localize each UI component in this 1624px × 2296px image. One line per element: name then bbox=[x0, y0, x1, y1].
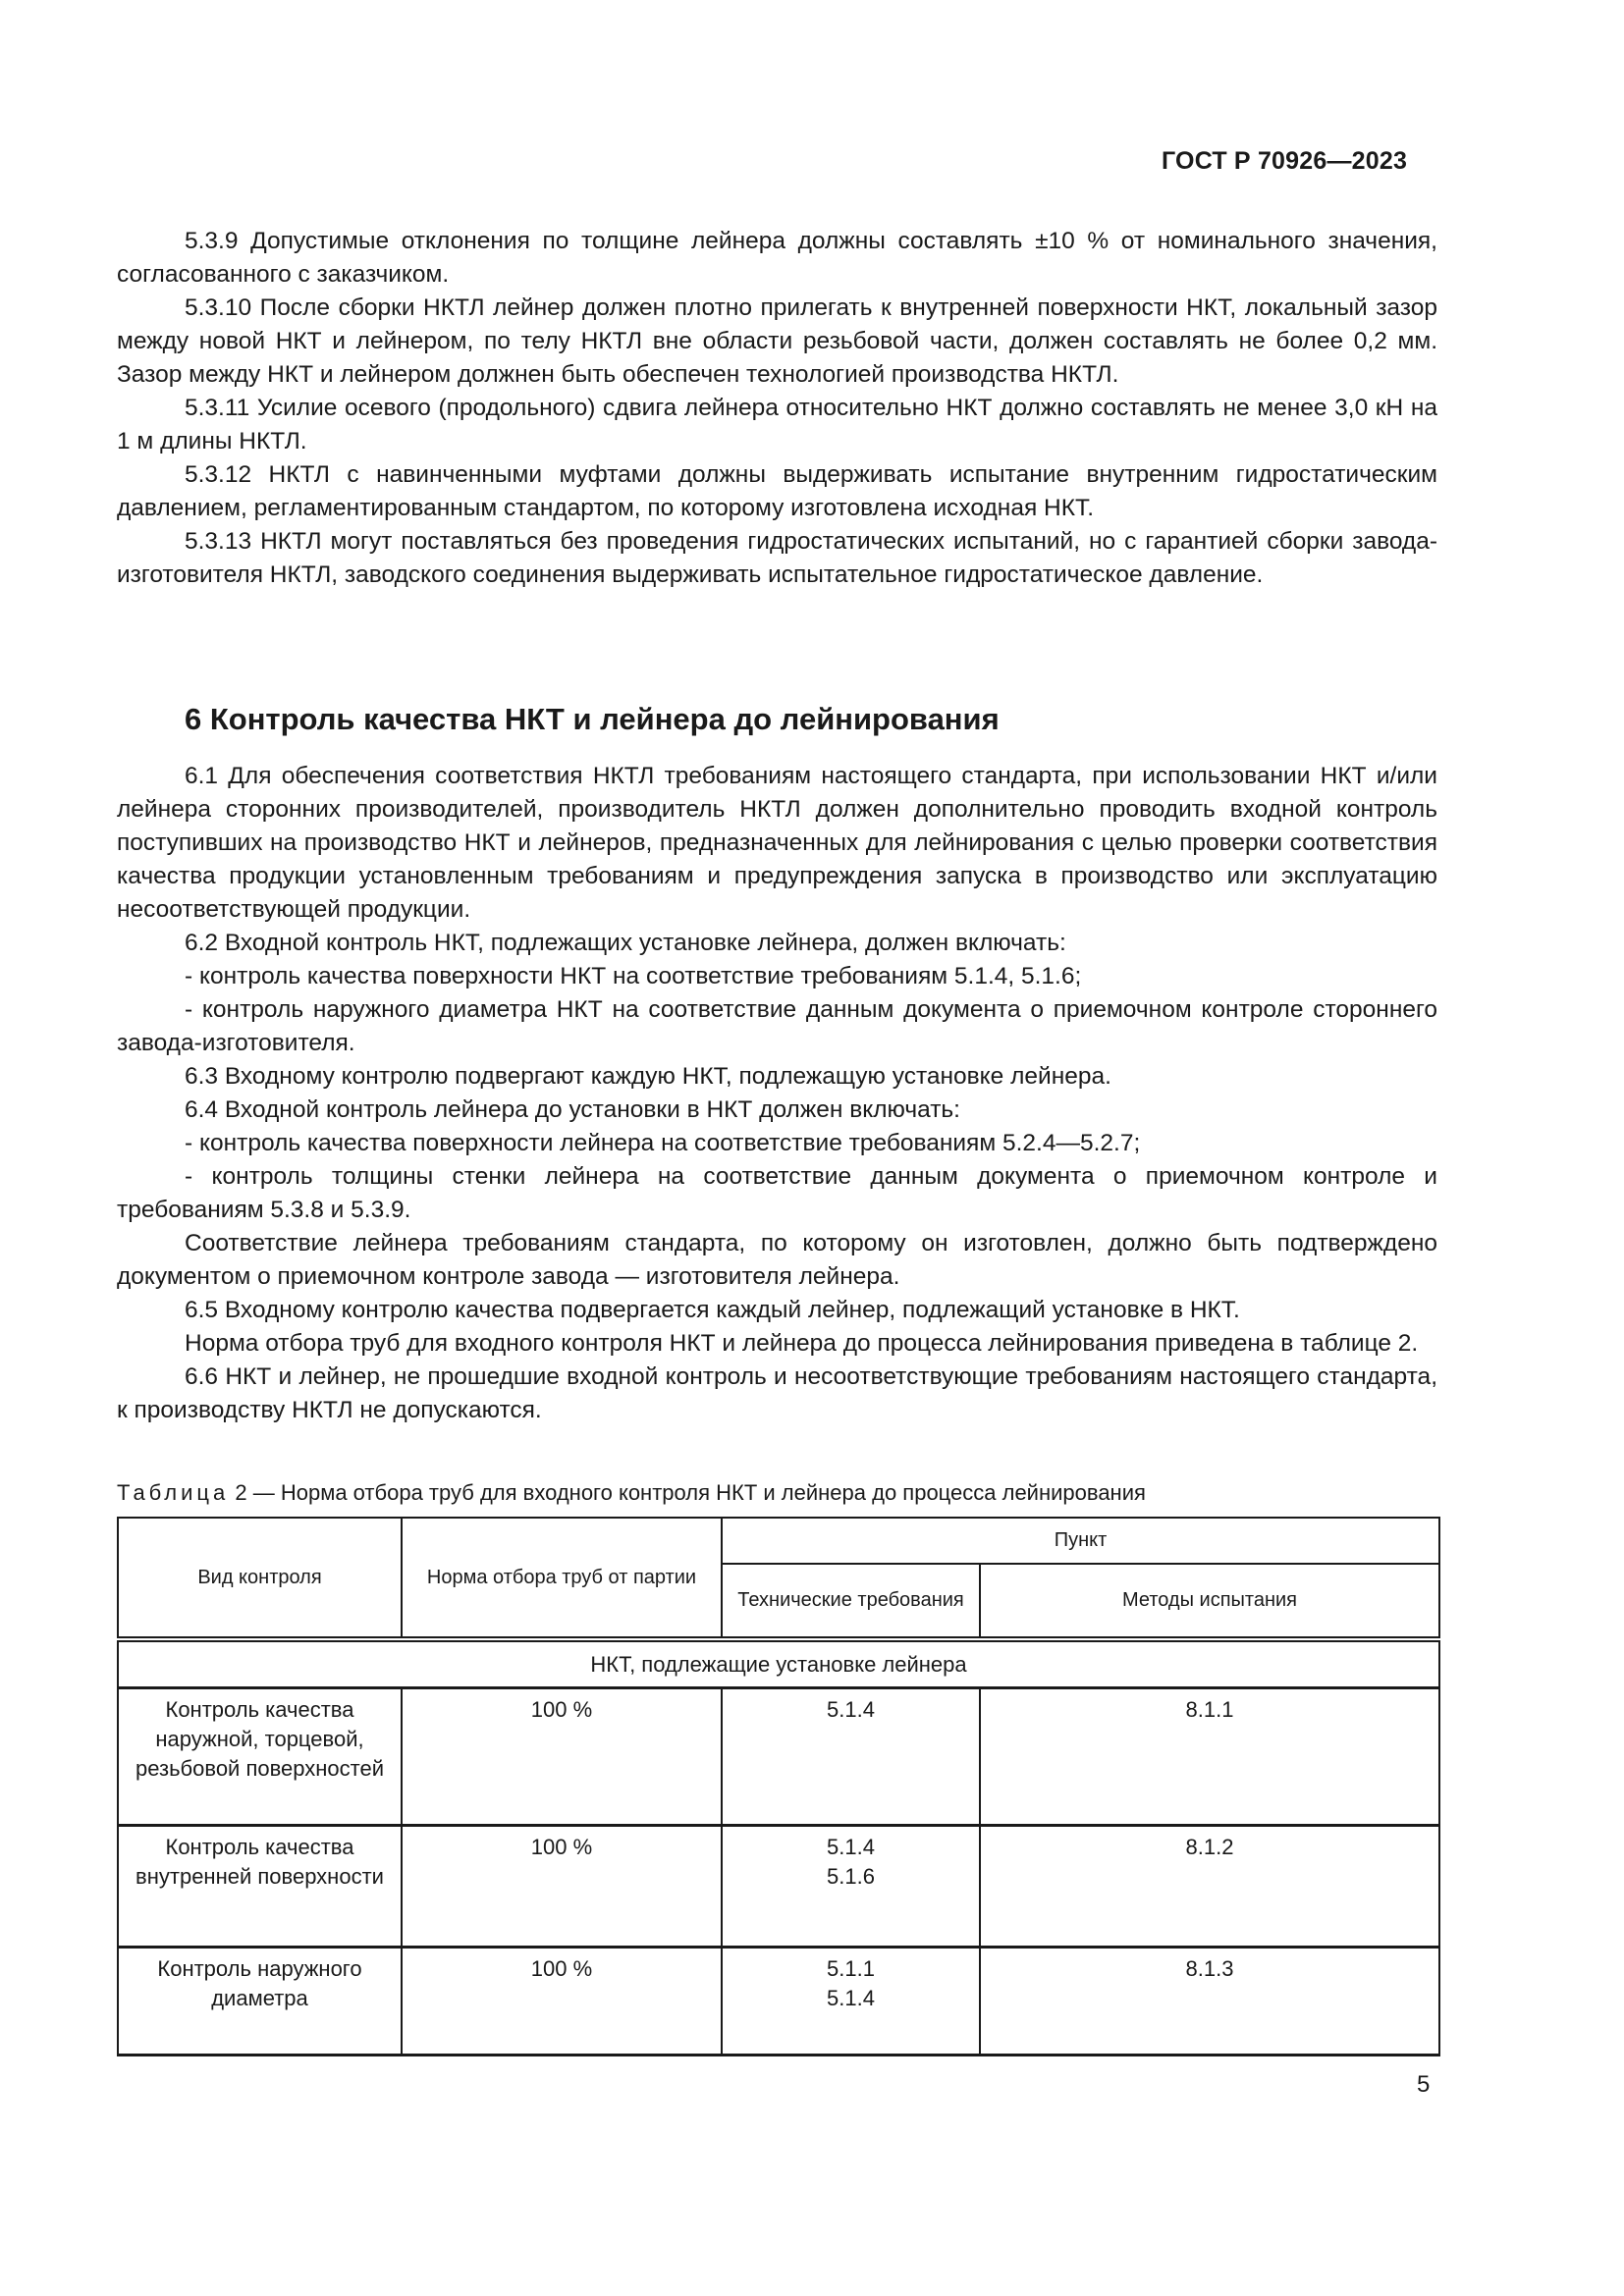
paragraph-5-3-13: 5.3.13 НКТЛ могут поставляться без проведения гидростатических испытаний, но с гарантией сборки завода-изготовителя НКТЛ, заводского соединения выдерживать испытательное гидростатическое давление. bbox=[117, 528, 1437, 588]
table-caption bbox=[117, 1480, 1146, 1506]
paragraph-5-3-10: 5.3.10 После сборки НКТЛ лейнер должен плотно прилегать к внутренней поверхности НКТ, локальный зазор между новой НКТ и лейнером, по телу НКТЛ вне области резьбовой части, должен составлять не более 0,2 мм. Зазор между НКТ и лейнером должнен быть обеспечен технологией производства НКТЛ. bbox=[117, 294, 1437, 388]
cell-tech bbox=[722, 1948, 980, 2056]
header-tech-requirements: Технические требования bbox=[722, 1564, 980, 1639]
cell-tech-line: 5.1.4 bbox=[827, 1986, 875, 2010]
header-kind: Вид контроля bbox=[118, 1518, 402, 1639]
cell-kind: Контроль качества наружной, торцевой, резьбовой поверхностей bbox=[118, 1688, 402, 1826]
cell-tech-line: 5.1.4 bbox=[827, 1697, 875, 1722]
paragraph-6-2: 6.2 Входной контроль НКТ, подлежащих установке лейнера, должен включать: bbox=[185, 930, 1066, 956]
paragraph-6-5-note: Норма отбора труб для входного контроля НКТ и лейнера до процесса лейнирования приведена в таблице 2. bbox=[185, 1330, 1419, 1357]
cell-method: 8.1.1 bbox=[980, 1688, 1439, 1826]
cell-kind: Контроль наружного диаметра bbox=[118, 1948, 402, 2056]
paragraph-5-3-9: 5.3.9 Допустимые отклонения по толщине лейнера должны составлять ±10 % от номинального значения, согласованного с заказчиком. bbox=[117, 228, 1437, 288]
paragraph-5-3-12: 5.3.12 НКТЛ с навинченными муфтами должны выдерживать испытание внутренним гидростатическим давлением, регламентированным стандартом, по которому изготовлена исходная НКТ. bbox=[117, 461, 1437, 521]
table-caption-label: Таблица bbox=[117, 1480, 230, 1505]
cell-method: 8.1.3 bbox=[980, 1948, 1439, 2056]
table-group-row: НКТ, подлежащие установке лейнера bbox=[118, 1639, 1439, 1688]
list-item-6-4-a: - контроль качества поверхности лейнера на соответствие требованиям 5.2.4—5.2.7; bbox=[185, 1130, 1141, 1156]
table-row bbox=[118, 1826, 1439, 1948]
cell-tech-line: 5.1.6 bbox=[827, 1864, 875, 1889]
cell-norm: 100 % bbox=[402, 1688, 722, 1826]
table-row bbox=[118, 1688, 1439, 1826]
document-standard-id: ГОСТ Р 70926—2023 bbox=[1162, 147, 1408, 175]
table-caption-text: 2 — Норма отбора труб для входного контроля НКТ и лейнера до процесса лейнирования bbox=[229, 1480, 1146, 1505]
cell-norm: 100 % bbox=[402, 1948, 722, 2056]
paragraph-6-1: 6.1 Для обеспечения соответствия НКТЛ требованиям настоящего стандарта, при использовании НКТ и/или лейнера сторонних производителей, производитель НКТЛ должен дополнительно проводить входной контроль поступивших на производство НКТ и лейнеров, предназначенных для лейнирования с целью проверки соответствия качества продукции установленным требованиям и предупреждения запуска в производство или эксплуатацию несоответствующей продукции. bbox=[117, 763, 1437, 923]
section-6-body bbox=[117, 760, 1437, 1427]
cell-tech bbox=[722, 1826, 980, 1948]
section-6-title: 6 Контроль качества НКТ и лейнера до лейнирования bbox=[185, 702, 1000, 736]
cell-norm: 100 % bbox=[402, 1826, 722, 1948]
section-5-body bbox=[117, 225, 1437, 592]
paragraph-6-4-note: Соответствие лейнера требованиям стандарта, по которому он изготовлен, должно быть подтверждено документом о приемочном контроле завода — изготовителя лейнера. bbox=[117, 1230, 1437, 1290]
list-item-6-2-a: - контроль качества поверхности НКТ на соответствие требованиям 5.1.4, 5.1.6; bbox=[185, 963, 1082, 989]
cell-tech-line: 5.1.4 bbox=[827, 1835, 875, 1859]
header-norm: Норма отбора труб от партии bbox=[402, 1518, 722, 1639]
paragraph-6-3: 6.3 Входному контролю подвергают каждую НКТ, подлежащую установке лейнера. bbox=[185, 1063, 1111, 1090]
cell-tech bbox=[722, 1688, 980, 1826]
table-row bbox=[118, 1948, 1439, 2056]
list-item-6-2-b: - контроль наружного диаметра НКТ на соответствие данным документа о приемочном контроле стороннего завода-изготовителя. bbox=[117, 996, 1437, 1056]
paragraph-5-3-11: 5.3.11 Усилие осевого (продольного) сдвига лейнера относительно НКТ должно составлять не менее 3,0 кН на 1 м длины НКТЛ. bbox=[117, 395, 1437, 454]
paragraph-6-5: 6.5 Входному контролю качества подвергается каждый лейнер, подлежащий установке в НКТ. bbox=[185, 1297, 1240, 1323]
table-2 bbox=[117, 1517, 1440, 2056]
header-group-punkt: Пункт bbox=[722, 1518, 1439, 1564]
page-number: 5 bbox=[1417, 2071, 1431, 2098]
list-item-6-4-b: - контроль толщины стенки лейнера на соответствие данным документа о приемочном контроле и требованиям 5.3.8 и 5.3.9. bbox=[117, 1163, 1437, 1223]
cell-method: 8.1.2 bbox=[980, 1826, 1439, 1948]
paragraph-6-6: 6.6 НКТ и лейнер, не прошедшие входной контроль и несоответствующие требованиям настоящего стандарта, к производству НКТЛ не допускаются. bbox=[117, 1363, 1437, 1423]
cell-kind: Контроль качества внутренней поверхности bbox=[118, 1826, 402, 1948]
cell-tech-line: 5.1.1 bbox=[827, 1956, 875, 1981]
header-test-methods: Методы испытания bbox=[980, 1564, 1439, 1639]
paragraph-6-4: 6.4 Входной контроль лейнера до установки в НКТ должен включать: bbox=[185, 1096, 960, 1123]
